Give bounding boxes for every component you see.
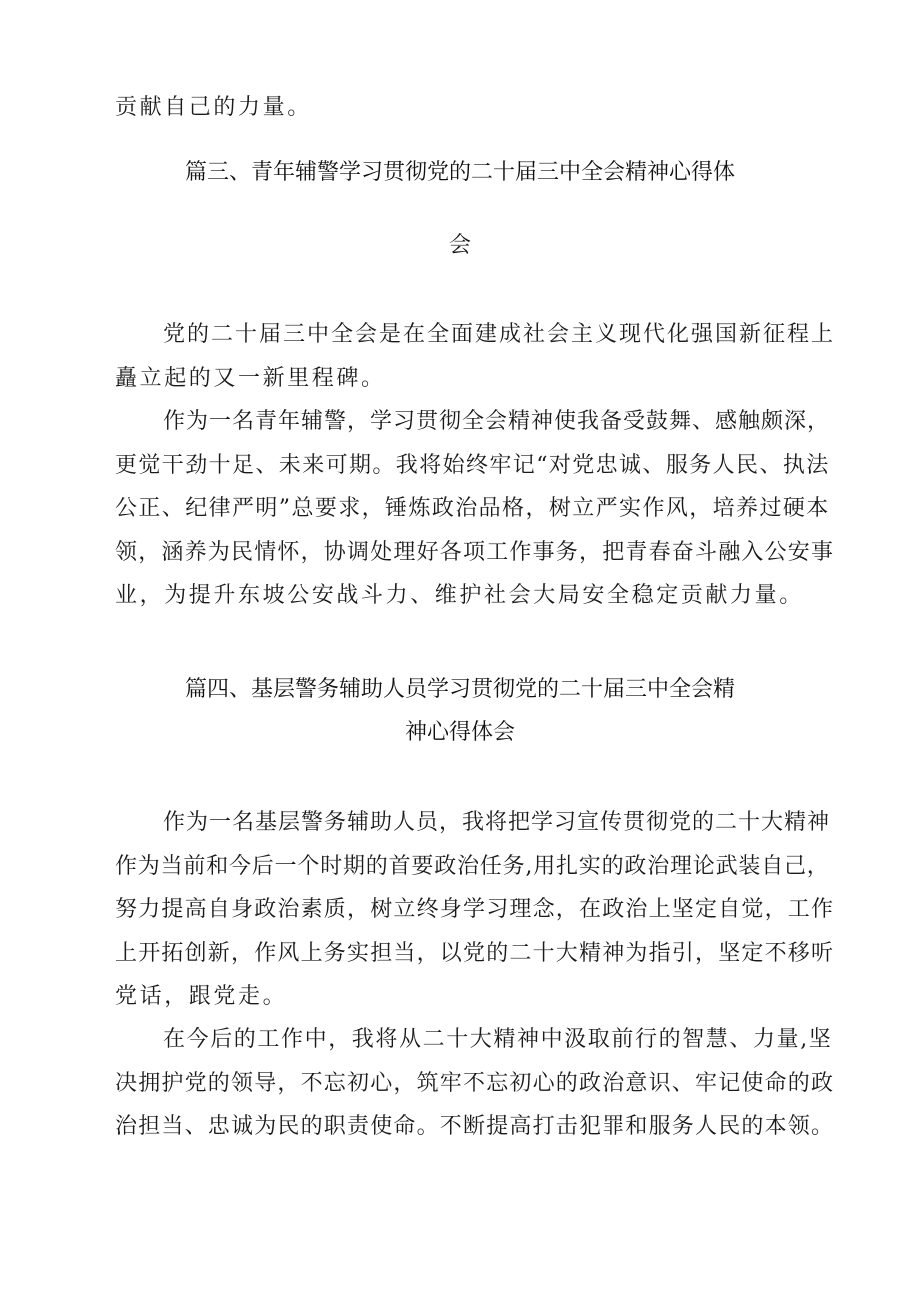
paragraph-line: 业，为提升东坡公安战斗力、维护社会大局安全稳定贡献力量。 [115,583,804,608]
continued-text-line: 贡献自己的力量。 [115,95,312,120]
section3-title-line1: 篇三、青年辅警学习贯彻党的二十届三中全会精神心得体 [184,160,735,185]
section4-title-line2: 神心得体会 [404,720,515,745]
paragraph-line: 更觉干劲十足、未来可期。我将始终牢记“对党忠诚、服务人民、执法 [115,453,830,478]
paragraph-line: 作为一名青年辅警，学习贯彻全会精神使我备受鼓舞、感触颇深， [163,409,831,434]
paragraph-line: 作为当前和今后一个时期的首要政治任务,用扎实的政治理论武装自己， [115,854,830,879]
paragraph-line: 党话，跟党走。 [115,984,288,1009]
section3-title-line2: 会 [448,233,471,258]
paragraph-line: 上开拓创新，作风上务实担当，以党的二十大精神为指引，坚定不移听 [115,941,835,966]
section4-title-line1: 篇四、基层警务辅助人员学习贯彻党的二十届三中全会精 [184,677,735,702]
paragraph-line: 矗立起的又一新里程碑。 [115,366,386,391]
paragraph-line: 公正、纪律严明”总要求，锤炼政治品格，树立严实作风，培养过硬本 [115,496,830,521]
paragraph-line: 努力提高自身政治素质，树立终身学习理念，在政治上坚定自觉，工作 [115,897,835,922]
paragraph-line: 决拥护党的领导，不忘初心，筑牢不忘初心的政治意识、牢记使命的政 [115,1071,835,1096]
paragraph-line: 党的二十届三中全会是在全面建成社会主义现代化强国新征程上 [163,322,836,347]
paragraph-line: 领，涵养为民情怀，协调处理好各项工作事务，把青春奋斗融入公安事 [115,540,835,565]
paragraph-line: 作为一名基层警务辅助人员，我将把学习宣传贯彻党的二十大精神 [163,810,831,835]
paragraph-line: 治担当、忠诚为民的职责使命。不断提高打击犯罪和服务人民的本领。 [115,1114,835,1139]
paragraph-line: 在今后的工作中，我将从二十大精神中汲取前行的智慧、力量,坚 [163,1027,833,1052]
